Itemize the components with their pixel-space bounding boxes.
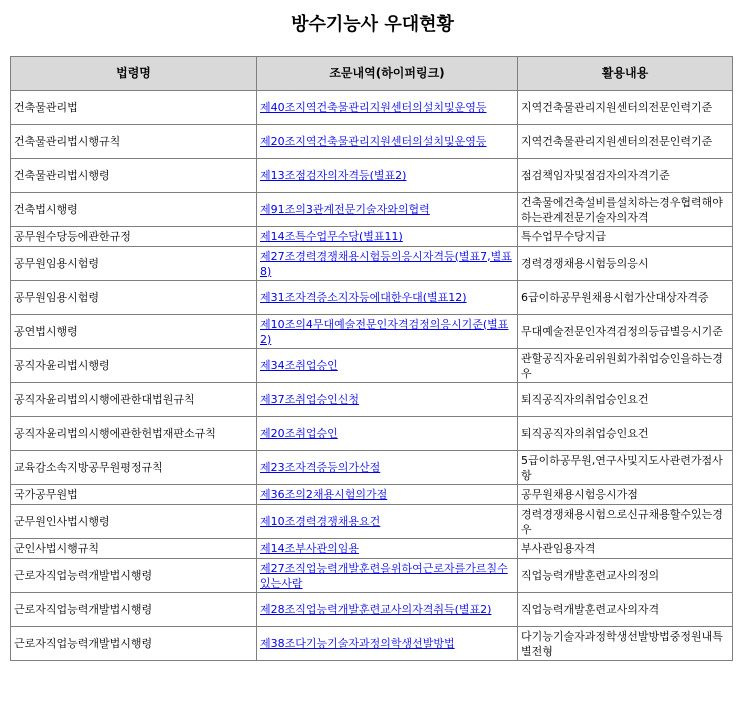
clause-cell (257, 247, 518, 281)
law-name-cell: 건축법시행령 (11, 193, 257, 227)
table-row (11, 125, 733, 159)
usage-cell: 경력경쟁채용시험등의응시 (518, 247, 733, 281)
law-name-cell: 국가공무원법 (11, 485, 257, 505)
usage-cell: 6급이하공무원채용시험가산대상자격증 (518, 281, 733, 315)
column-header-clause: 조문내역(하이퍼링크) (257, 57, 518, 91)
law-name-cell: 건축물관리법시행령 (11, 159, 257, 193)
clause-cell (257, 593, 518, 627)
table-row (11, 505, 733, 539)
clause-cell (257, 227, 518, 247)
clause-link[interactable]: 제40조지역건축물관리지원센터의설치및운영등 (260, 101, 487, 114)
usage-cell: 퇴직공직자의취업승인요건 (518, 417, 733, 451)
table-row (11, 91, 733, 125)
clause-link[interactable]: 제37조취업승인신청 (260, 393, 360, 406)
clause-cell (257, 315, 518, 349)
table-row (11, 281, 733, 315)
table-header-row (11, 57, 733, 91)
clause-cell (257, 559, 518, 593)
law-name-cell: 군인사법시행규칙 (11, 539, 257, 559)
clause-cell (257, 383, 518, 417)
usage-cell: 경력경쟁채용시험으로신규채용할수있는경우 (518, 505, 733, 539)
law-name-cell: 공직자윤리법의시행에관한대법원규칙 (11, 383, 257, 417)
usage-cell: 건축물에건축설비를설치하는경우협력해야하는관계전문기술자의자격 (518, 193, 733, 227)
clause-link[interactable]: 제10조경력경쟁채용요건 (260, 515, 381, 528)
clause-link[interactable]: 제20조취업승인 (260, 427, 338, 440)
usage-cell: 점검책임자및점검자의자격기준 (518, 159, 733, 193)
clause-cell (257, 539, 518, 559)
clause-cell (257, 193, 518, 227)
table-row (11, 193, 733, 227)
clause-link[interactable]: 제36조의2채용시험의가점 (260, 488, 388, 501)
usage-cell: 직업능력개발훈련교사의자격 (518, 593, 733, 627)
clause-link[interactable]: 제28조직업능력개발훈련교사의자격취득(별표2) (260, 603, 492, 616)
table-row (11, 247, 733, 281)
table-row (11, 159, 733, 193)
law-name-cell: 근로자직업능력개발법시행령 (11, 593, 257, 627)
clause-link[interactable]: 제13조점검자의자격등(별표2) (260, 169, 407, 182)
law-name-cell: 공무원임용시험령 (11, 247, 257, 281)
usage-cell: 공무원채용시험응시가점 (518, 485, 733, 505)
usage-cell: 부사관임용자격 (518, 539, 733, 559)
clause-link[interactable]: 제14조특수업무수당(별표11) (260, 230, 403, 243)
clause-link[interactable]: 제27조경력경쟁채용시험등의응시자격등(별표7,별표8) (260, 249, 512, 278)
table-row (11, 451, 733, 485)
clause-cell (257, 91, 518, 125)
table-row (11, 417, 733, 451)
law-name-cell: 근로자직업능력개발법시행령 (11, 627, 257, 661)
clause-cell (257, 281, 518, 315)
clause-link[interactable]: 제14조부사관의임용 (260, 542, 360, 555)
usage-cell: 5급이하공무원,연구사및지도사관련가점사항 (518, 451, 733, 485)
column-header-usage: 활용내용 (518, 57, 733, 91)
table-row (11, 227, 733, 247)
usage-cell: 직업능력개발훈련교사의정의 (518, 559, 733, 593)
table-row (11, 315, 733, 349)
law-name-cell: 교육감소속지방공무원평정규칙 (11, 451, 257, 485)
usage-cell: 지역건축물관리지원센터의전문인력기준 (518, 125, 733, 159)
clause-link[interactable]: 제23조자격증등의가산점 (260, 461, 381, 474)
clause-link[interactable]: 제10조의4무대예술전문인자격검정의응시기준(별표2) (260, 317, 509, 346)
usage-cell: 특수업무수당지급 (518, 227, 733, 247)
clause-link[interactable]: 제91조의3관계전문기술자와의협력 (260, 203, 430, 216)
clause-cell (257, 417, 518, 451)
clause-cell (257, 627, 518, 661)
law-name-cell: 군무원인사법시행령 (11, 505, 257, 539)
clause-link[interactable]: 제38조다기능기술자과정의학생선발방법 (260, 637, 455, 650)
usage-cell: 관할공직자윤리위원회가취업승인을하는경우 (518, 349, 733, 383)
table-row (11, 593, 733, 627)
clause-link[interactable]: 제34조취업승인 (260, 359, 338, 372)
law-name-cell: 공직자윤리법의시행에관한헌법재판소규칙 (11, 417, 257, 451)
clause-cell (257, 159, 518, 193)
law-name-cell: 공연법시행령 (11, 315, 257, 349)
table-row (11, 485, 733, 505)
table-row (11, 383, 733, 417)
table-row (11, 559, 733, 593)
clause-cell (257, 125, 518, 159)
usage-cell: 지역건축물관리지원센터의전문인력기준 (518, 91, 733, 125)
law-name-cell: 공무원임용시험령 (11, 281, 257, 315)
usage-cell: 무대예술전문인자격검정의등급별응시기준 (518, 315, 733, 349)
clause-cell (257, 505, 518, 539)
clause-link[interactable]: 제27조직업능력개발훈련을위하여근로자를가르칠수있는사람 (260, 561, 508, 590)
page-title: 방수기능사 우대현황 (291, 14, 454, 35)
clause-cell (257, 349, 518, 383)
usage-cell: 퇴직공직자의취업승인요건 (518, 383, 733, 417)
law-name-cell: 공무원수당등에관한규정 (11, 227, 257, 247)
law-name-cell: 건축물관리법시행규칙 (11, 125, 257, 159)
table-row (11, 539, 733, 559)
usage-cell: 다기능기술자과정학생선발방법중정원내특별전형 (518, 627, 733, 661)
table-row (11, 349, 733, 383)
law-name-cell: 공직자윤리법시행령 (11, 349, 257, 383)
law-name-cell: 건축물관리법 (11, 91, 257, 125)
law-table (10, 56, 733, 661)
clause-cell (257, 485, 518, 505)
column-header-law: 법령명 (11, 57, 257, 91)
clause-link[interactable]: 제20조지역건축물관리지원센터의설치및운영등 (260, 135, 487, 148)
table-row (11, 627, 733, 661)
clause-cell (257, 451, 518, 485)
clause-link[interactable]: 제31조자격증소지자등에대한우대(별표12) (260, 291, 467, 304)
law-name-cell: 근로자직업능력개발법시행령 (11, 559, 257, 593)
